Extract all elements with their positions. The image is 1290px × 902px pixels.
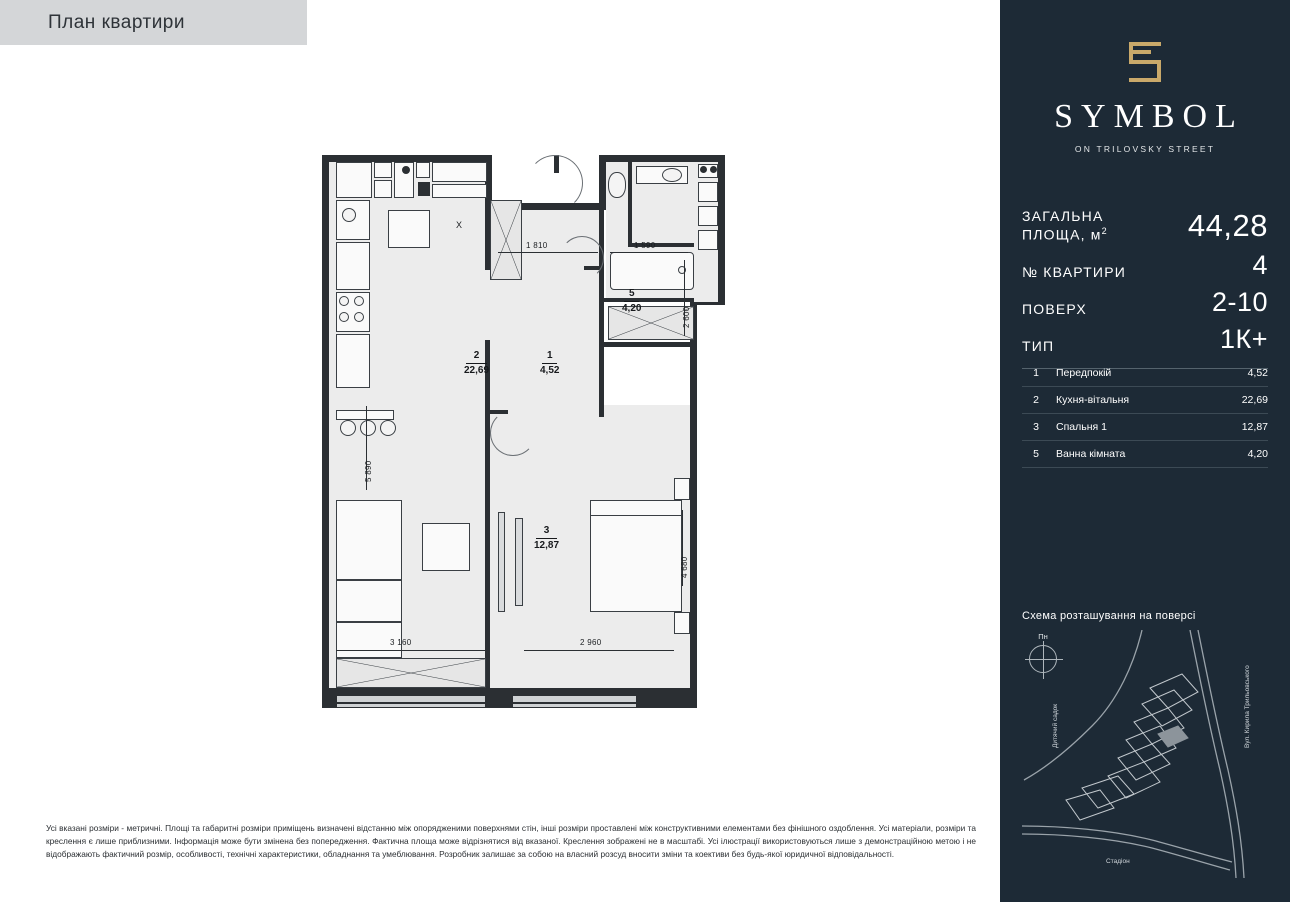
bedroom-wardrobe — [498, 512, 505, 612]
living-sofa — [336, 500, 402, 580]
symbol-monogram-icon — [1123, 40, 1167, 84]
summary-total-label-line1: ЗАГАЛЬНА — [1022, 208, 1104, 225]
hall-wardrobe — [490, 200, 522, 280]
entry-door-swing-arc — [527, 155, 583, 211]
bed — [590, 500, 682, 612]
kitchen-cabinet-5 — [416, 162, 430, 178]
legend-room-name: Спальня 1 — [1056, 421, 1107, 433]
bar-stool-2-icon — [360, 420, 376, 436]
summary-type-value: 1К+ — [1219, 324, 1268, 354]
glazing-bedroom-2 — [512, 703, 637, 708]
nightstand-right — [674, 478, 690, 500]
brand-block — [1000, 40, 1290, 154]
site-map-diagram — [1022, 630, 1268, 880]
wall-top-right — [599, 155, 724, 162]
kitchen-hob-dot-icon — [402, 166, 410, 174]
road-upper-left — [1024, 630, 1142, 780]
summary-row-floor — [1022, 284, 1268, 321]
legend-room-area: 22,69 — [1241, 394, 1268, 406]
room-label-rule — [466, 363, 487, 364]
floor-situation-block — [1022, 610, 1268, 884]
hob-burner-1-icon — [339, 296, 349, 306]
legend-room-area: 12,87 — [1241, 421, 1268, 433]
floor-plan-area — [0, 45, 1000, 815]
plan-mark-cross: X — [456, 220, 463, 230]
dim-hall-width: 1 810 — [526, 241, 548, 250]
legend-row — [1022, 414, 1268, 441]
legend-row — [1022, 441, 1268, 468]
wall-top-left — [322, 155, 492, 162]
kitchen-counter-left — [336, 242, 370, 290]
room-area: 12,87 — [534, 539, 560, 551]
nightstand-left — [674, 612, 690, 634]
room-label-hall — [540, 350, 559, 376]
riser-4 — [698, 230, 718, 250]
summary-floor-value: 2-10 — [1211, 287, 1268, 317]
wall-bottom-pier-right — [637, 695, 697, 708]
situation-title: Схема розташування на поверсі — [1022, 610, 1196, 622]
wall-bath-side — [599, 342, 604, 417]
kitchen-counter-top — [432, 162, 487, 182]
summary-floor-label: ПОВЕРХ — [1022, 300, 1087, 317]
road-main-right-2 — [1198, 630, 1244, 878]
riser-dot-1-icon — [700, 166, 707, 173]
wall-left — [322, 155, 329, 695]
room-area: 22,69 — [464, 364, 490, 376]
dimline-bath-width — [610, 252, 688, 253]
wall-living-bedroom — [485, 405, 490, 695]
hob-burner-3-icon — [339, 312, 349, 322]
kitchen-sink-bowl-icon — [342, 208, 356, 222]
room-number: 5 — [628, 288, 635, 299]
wall-bottom-pier-left — [322, 695, 336, 708]
legend-room-name: Передпокій — [1056, 367, 1112, 379]
room-number: 3 — [543, 525, 550, 536]
legend-index: 3 — [1033, 421, 1039, 433]
legend-row — [1022, 360, 1268, 387]
legend-index: 2 — [1033, 394, 1039, 406]
summary-block — [1022, 205, 1268, 373]
summary-apartment-value: 4 — [1252, 250, 1268, 280]
road-main-right — [1190, 630, 1236, 878]
glazing-bedroom — [512, 695, 637, 703]
sitemap-label-street: Вул. Кирила Трильовського — [1244, 665, 1251, 748]
bar-stool-1-icon — [340, 420, 356, 436]
bedroom-door-swing-arc — [490, 410, 536, 456]
summary-apartment-label: № КВАРТИРИ — [1022, 263, 1126, 280]
glazing-living — [336, 695, 486, 703]
dim-kitchen-bottom: 3 160 — [390, 638, 412, 647]
riser-dot-2-icon — [710, 166, 717, 173]
dim-kitchen-height: 5 890 — [364, 460, 373, 482]
legend-index: 5 — [1033, 448, 1039, 460]
riser-3 — [698, 206, 718, 226]
hob-burner-4-icon — [354, 312, 364, 322]
legend-room-area: 4,52 — [1247, 367, 1268, 379]
washbasin-icon — [662, 168, 682, 182]
kitchen-cabinet-3 — [374, 180, 392, 198]
summary-row-total-area — [1022, 205, 1268, 247]
info-panel — [1000, 0, 1290, 902]
room-label-rule — [542, 363, 557, 364]
room-number: 2 — [473, 350, 480, 361]
room-label-rule — [624, 301, 639, 302]
room-label-bath — [622, 288, 641, 314]
summary-row-type — [1022, 321, 1268, 358]
riser-2 — [698, 182, 718, 202]
summary-row-apartment — [1022, 247, 1268, 284]
wall-hall-bath-2 — [599, 270, 604, 342]
kitchen-appliance — [418, 182, 430, 196]
dim-bath-width: 1 590 — [634, 241, 656, 250]
floor-plan-drawing — [322, 110, 734, 700]
room-legend-table — [1022, 360, 1268, 468]
brand-tagline: ON TRILOVSKY STREET — [1074, 144, 1216, 154]
toilet-icon — [608, 172, 626, 198]
room-area: 4,20 — [622, 302, 642, 314]
dim-bedroom-bottom: 2 960 — [580, 638, 602, 647]
bar-stool-3-icon — [380, 420, 396, 436]
wall-right-lower — [690, 298, 697, 695]
living-balcony-hatch — [336, 658, 486, 688]
page-header-tab — [0, 0, 307, 45]
room-label-rule — [536, 538, 557, 539]
site-map-svg — [1022, 630, 1268, 880]
dimline-kitchen-bottom — [336, 650, 486, 651]
wall-wc-divider — [628, 162, 632, 247]
compass-north-label: Пн — [1038, 632, 1048, 641]
summary-total-label — [1022, 208, 1108, 244]
page-title: План квартири — [48, 11, 185, 33]
bed-headboard — [590, 500, 682, 516]
legend-room-area: 4,20 — [1247, 448, 1268, 460]
brand-name: SYMBOL — [1054, 98, 1244, 135]
legend-room-name: Ванна кімната — [1056, 448, 1126, 460]
dim-bath-height: 2 600 — [682, 306, 691, 328]
room-label-bedroom — [534, 525, 559, 551]
kitchen-tall-unit — [336, 334, 370, 388]
sitemap-label-stadium: Стадіон — [1106, 858, 1130, 865]
dim-bedroom-height: 4 680 — [680, 556, 689, 578]
glazing-living-2 — [336, 703, 486, 708]
shaft-wall — [718, 162, 724, 298]
living-sofa-2 — [336, 580, 402, 622]
summary-type-label: ТИП — [1022, 337, 1055, 354]
square-meter-superscript: 2 — [1101, 225, 1108, 236]
legend-row — [1022, 387, 1268, 414]
kitchen-island — [336, 410, 394, 420]
building-blocks — [1066, 674, 1198, 820]
bath-door-swing-arc — [560, 236, 604, 280]
kitchen-counter-top-2 — [432, 184, 487, 198]
sitemap-label-kindergarten: Дитячий садок — [1052, 703, 1059, 748]
summary-total-label-line2: ПЛОЩА, $м^2$ — [1022, 225, 1108, 243]
dimline-hall-width — [498, 252, 598, 253]
hob-burner-2-icon — [354, 296, 364, 306]
kitchen-cabinet-2 — [374, 162, 392, 178]
kitchen-cabinet-1 — [336, 162, 372, 198]
kitchen-table — [388, 210, 430, 248]
room-number: 1 — [546, 350, 553, 361]
room-label-kitchen-living — [464, 350, 489, 376]
disclaimer-text: Усі вказані розміри - метричні. Площі та габаритні розміри приміщень визначені відстанню між опорядженими поверхнями стін, інші розміри проставлені між конструктивними елементами без фінішного оздоблення. Усі матеріали, розміри та креслення є лише приблизними. Інформація може бути змінена без попередження. Фактична площа може відрізнятися від вказаної. Креслення зображені не в масштабі. Усі ілюстрації використовуються лише з демонстраційною метою і не відображають фактичний розмір, особливості, технічні характеристики, обладнання та умеблювання. Розробник залишає за собою на власний розсуд вносити зміни та коективи без будь-якої юридичної відповідальності. — [46, 823, 976, 859]
legend-index: 1 — [1033, 367, 1039, 379]
wall-bath-divider — [599, 298, 694, 302]
wall-bottom — [322, 688, 697, 695]
dimline-bedroom-bottom — [524, 650, 674, 651]
road-bottom — [1022, 826, 1232, 862]
wall-bottom-pier-mid — [486, 695, 512, 708]
legend-room-name: Кухня-вітальня — [1056, 394, 1130, 406]
bedroom-partition-panel — [515, 518, 523, 606]
summary-total-value: 44,28 — [1187, 208, 1268, 243]
coffee-table — [422, 523, 470, 571]
wall-bath-bottom — [599, 342, 694, 347]
room-area: 4,52 — [540, 364, 560, 376]
